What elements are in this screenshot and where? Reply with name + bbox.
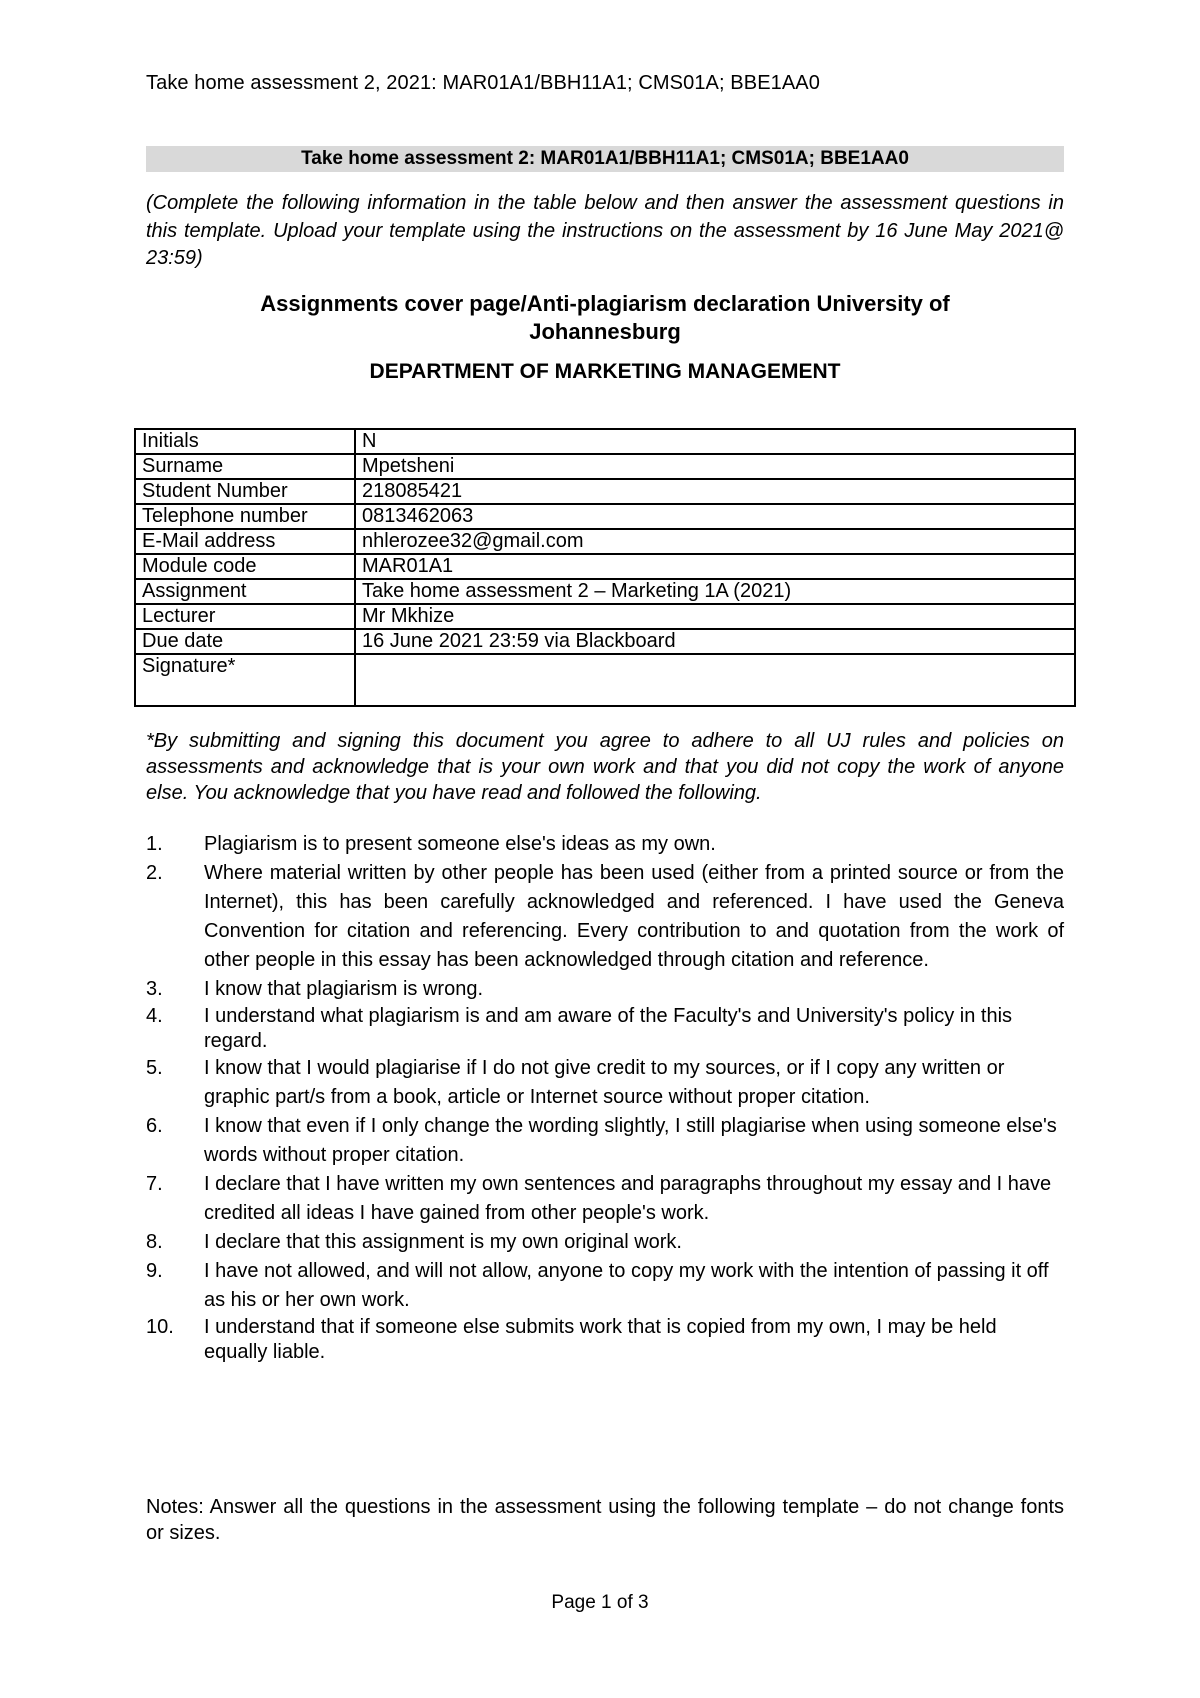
notes-paragraph: Notes: Answer all the questions in the assessment using the following template – do not change fonts or sizes. <box>146 1496 1064 1544</box>
list-item <box>146 1054 1064 1112</box>
department-title: DEPARTMENT OF MARKETING MANAGEMENT <box>369 360 841 383</box>
list-item <box>146 1004 1064 1054</box>
list-item <box>146 830 1064 859</box>
list-item <box>146 1315 1064 1365</box>
list-text: I understand what plagiarism is and am aware of the Faculty's and University's policy in this regard. <box>204 1005 1013 1052</box>
list-text: I have not allowed, and will not allow, anyone to copy my work with the intention of passing it off as his or her own work. <box>204 1260 1049 1311</box>
list-item <box>146 975 1064 1004</box>
assessment-title-bar: Take home assessment 2: MAR01A1/BBH11A1; CMS01A; BBE1AA0 <box>146 146 1064 172</box>
row-label: Signature* <box>135 654 355 706</box>
row-value: Mpetsheni <box>355 454 1075 479</box>
list-number: 8. <box>146 1231 163 1253</box>
row-label: Lecturer <box>135 604 355 629</box>
plagiarism-rules-list <box>146 830 1064 1365</box>
page-number: Page 1 of 3 <box>551 1592 649 1613</box>
table-row <box>135 604 1075 629</box>
student-info-table <box>134 428 1076 707</box>
instructions-paragraph: (Complete the following information in the table below and then answer the assessment questions in this template. Upload your template using the instructions on the assessment by 16 June May 2021@ 23:59) <box>146 192 1064 269</box>
list-text: I understand that if someone else submits work that is copied from my own, I may be held equally liable. <box>204 1316 997 1363</box>
list-number: 9. <box>146 1260 163 1282</box>
declaration-paragraph: *By submitting and signing this document you agree to adhere to all UJ rules and policies on assessments and acknowledge that is your own work and that you did not copy the work of anyone else. You acknowledge that you have read and followed the following. <box>146 730 1064 804</box>
row-label: Module code <box>135 554 355 579</box>
signature-row <box>135 654 1075 706</box>
table-row <box>135 579 1075 604</box>
cover-page-title <box>146 290 1064 346</box>
row-label: Due date <box>135 629 355 654</box>
list-text: I declare that I have written my own sentences and paragraphs throughout my essay and I have credited all ideas I have gained from other people's work. <box>204 1173 1052 1224</box>
list-text: I know that plagiarism is wrong. <box>204 978 484 1000</box>
row-value: Take home assessment 2 – Marketing 1A (2021) <box>355 579 1075 604</box>
list-item <box>146 1228 1064 1257</box>
list-number: 5. <box>146 1057 163 1079</box>
row-value: MAR01A1 <box>355 554 1075 579</box>
list-text: I declare that this assignment is my own original work. <box>204 1231 682 1253</box>
list-text: Where material written by other people has been used (either from a printed source or from the Internet), this has been carefully acknowledged and referenced. I have used the Geneva Convention for citation and referencing. Every contribution to and quotation from the work of other people in this essay has been acknowledged through citation and reference. <box>204 862 1064 971</box>
table-row <box>135 504 1075 529</box>
cover-title-line-1: Assignments cover page/Anti-plagiarism declaration University of <box>260 291 950 316</box>
table-row <box>135 529 1075 554</box>
row-label: Student Number <box>135 479 355 504</box>
table-row <box>135 479 1075 504</box>
row-value: 16 June 2021 23:59 via Blackboard <box>355 629 1075 654</box>
list-item <box>146 859 1064 975</box>
list-item <box>146 1257 1064 1315</box>
list-number: 1. <box>146 833 163 855</box>
row-value: 218085421 <box>355 479 1075 504</box>
list-text: Plagiarism is to present someone else's ideas as my own. <box>204 833 716 855</box>
row-value: nhlerozee32@gmail.com <box>355 529 1075 554</box>
row-label: Telephone number <box>135 504 355 529</box>
list-number: 4. <box>146 1005 163 1027</box>
table-row <box>135 429 1075 454</box>
table-row <box>135 629 1075 654</box>
list-item <box>146 1112 1064 1170</box>
list-number: 3. <box>146 978 163 1000</box>
running-header: Take home assessment 2, 2021: MAR01A1/BBH11A1; CMS01A; BBE1AA0 <box>146 72 820 94</box>
list-number: 10. <box>146 1316 174 1338</box>
list-number: 7. <box>146 1173 163 1195</box>
row-label: E-Mail address <box>135 529 355 554</box>
row-label: Initials <box>135 429 355 454</box>
row-label: Assignment <box>135 579 355 604</box>
list-number: 6. <box>146 1115 163 1137</box>
signature-field <box>355 654 1075 706</box>
row-value: Mr Mkhize <box>355 604 1075 629</box>
table-row <box>135 554 1075 579</box>
row-value: N <box>355 429 1075 454</box>
row-value: 0813462063 <box>355 504 1075 529</box>
table-row <box>135 454 1075 479</box>
list-text: I know that I would plagiarise if I do not give credit to my sources, or if I copy any written or graphic part/s from a book, article or Internet source without proper citation. <box>204 1057 1005 1108</box>
list-text: I know that even if I only change the wording slightly, I still plagiarise when using someone else's words without proper citation. <box>204 1115 1057 1166</box>
row-label: Surname <box>135 454 355 479</box>
list-number: 2. <box>146 862 163 884</box>
list-item <box>146 1170 1064 1228</box>
cover-title-line-2: Johannesburg <box>529 319 681 344</box>
